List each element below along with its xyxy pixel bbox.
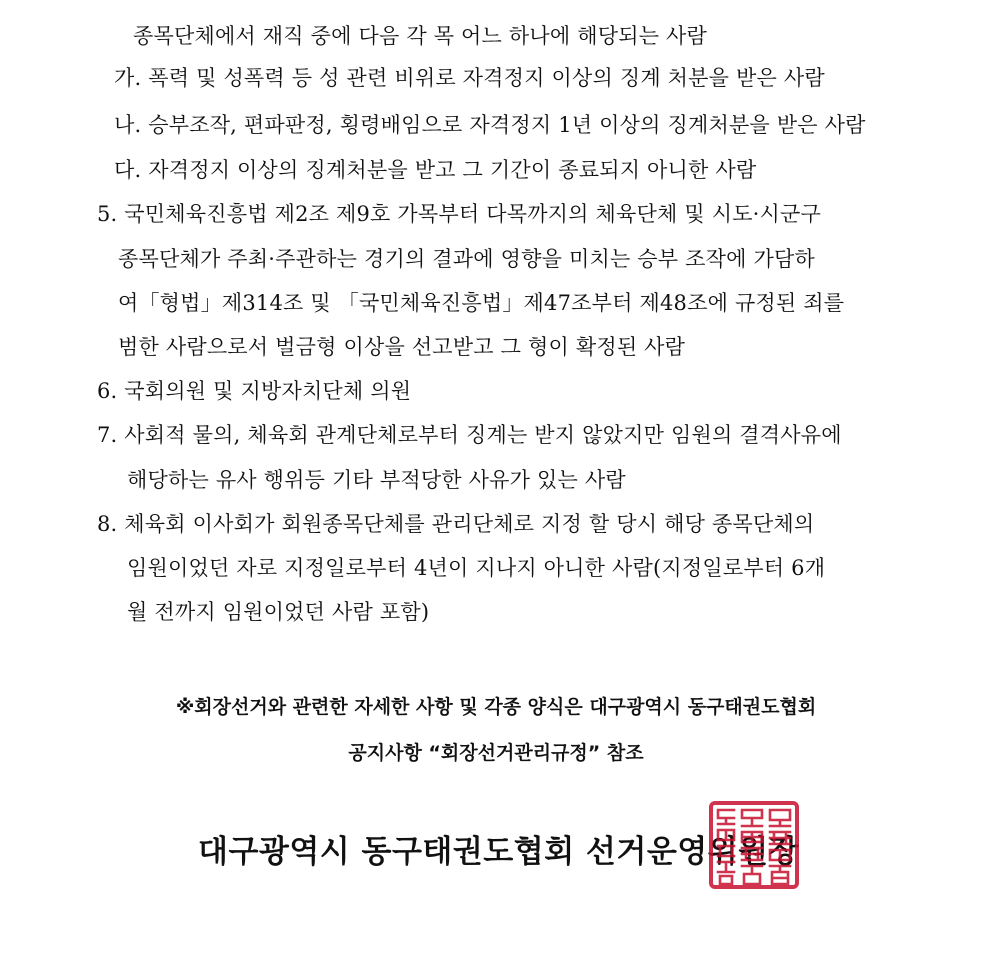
text-line: 범한 사람으로서 벌금형 이상을 선고받고 그 형이 확정된 사람 — [118, 335, 686, 359]
signer-title: 대구광역시 동구태권도협회 선거운영위원장 — [198, 834, 800, 870]
text-line: 다. 자격정지 이상의 징계처분을 받고 그 기간이 종료되지 아니한 사람 — [114, 158, 757, 182]
text-line: 5. 국민체육진흥법 제2조 제9호 가목부터 다목까지의 체육단체 및 시도·시군구 — [97, 202, 822, 226]
text-line: 7. 사회적 물의, 체육회 관계단체로부터 징계는 받지 않았지만 임원의 결격사유에 — [97, 423, 842, 447]
text-line: 종목단체에서 재직 중에 다음 각 목 어느 하나에 해당되는 사람 — [133, 24, 708, 48]
notice-line-2: 공지사항 “회장선거관리규정” 참조 — [348, 742, 644, 764]
text-line: 임원이었던 자로 지정일로부터 4년이 지나지 아니한 사람(지정일로부터 6개 — [127, 556, 826, 580]
text-line: 해당하는 유사 행위등 기타 부적당한 사유가 있는 사람 — [127, 468, 626, 492]
notice-line-1: ※회장선거와 관련한 자세한 사항 및 각종 양식은 대구광역시 동구태권도협회 — [175, 696, 817, 718]
official-seal-stamp — [708, 800, 800, 890]
text-line: 여「형법」제314조 및 「국민체육진흥법」제47조부터 제48조에 규정된 죄를 — [118, 291, 845, 315]
text-line: 나. 승부조작, 편파판정, 횡령배임으로 자격정지 1년 이상의 징계처분을 받은 사람 — [114, 113, 866, 137]
text-line: 종목단체가 주최·주관하는 경기의 결과에 영향을 미치는 승부 조작에 가담하 — [118, 247, 815, 271]
text-line: 가. 폭력 및 성폭력 등 성 관련 비위로 자격정지 이상의 징계 처분을 받은 사람 — [114, 66, 825, 90]
text-line: 6. 국회의원 및 지방자치단체 의원 — [97, 379, 412, 403]
text-line: 월 전까지 임원이었던 사람 포함) — [127, 600, 430, 624]
text-line: 8. 체육회 이사회가 회원종목단체를 관리단체로 지정 할 당시 해당 종목단체의 — [97, 512, 815, 536]
